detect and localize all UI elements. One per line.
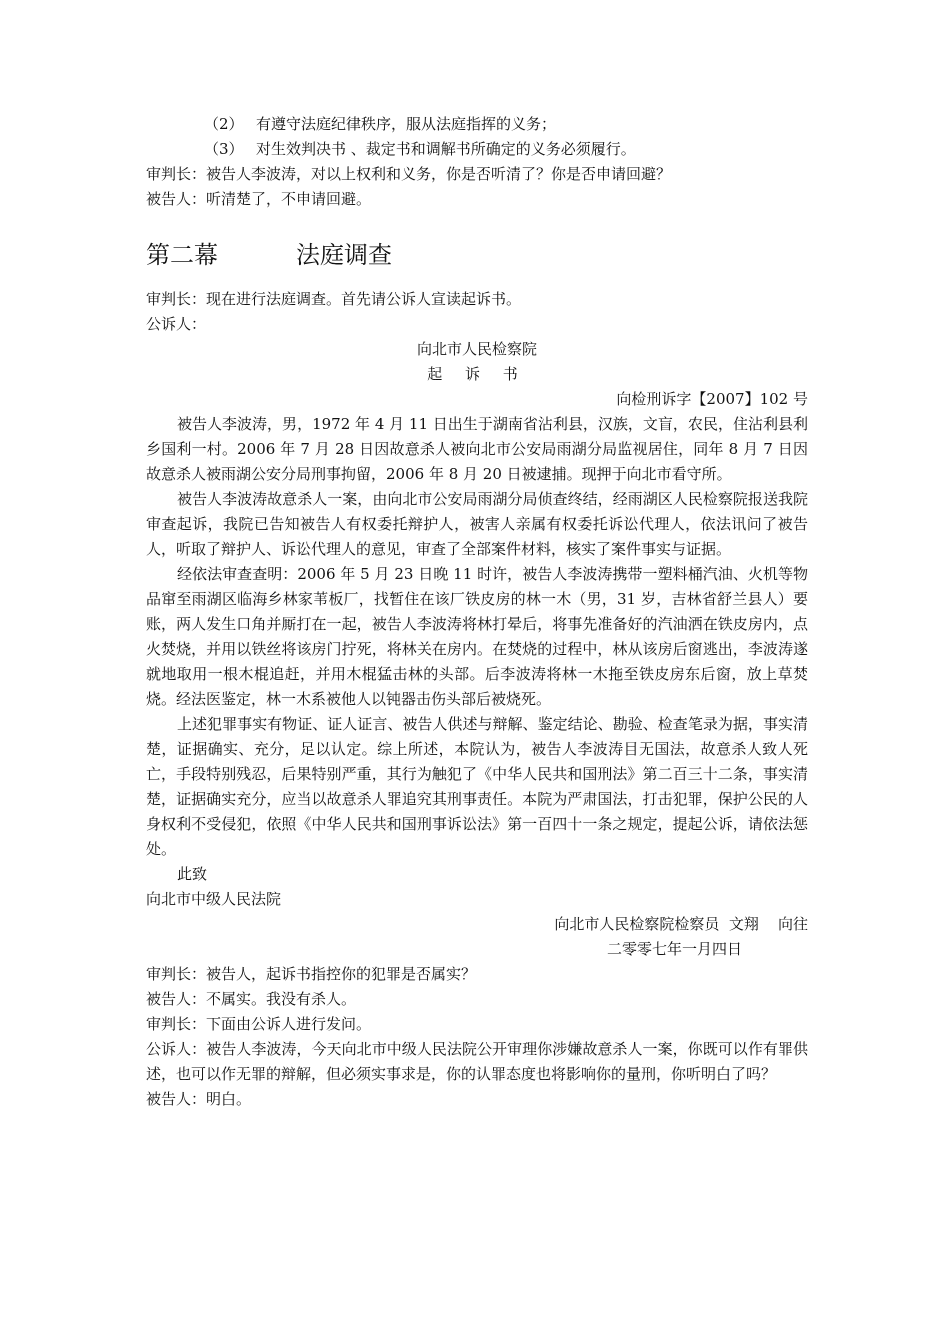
indictment-paragraph: 经依法审查查明：2006 年 5 月 23 日晚 11 时许，被告人李波涛携带一塑料桶汽油、火机等物品窜至雨湖区临海乡林家苇板厂，找暂住在该厂铁皮房的林一木（男，31 岁，吉林省舒兰县人）要账，两人发生口角并厮打在一起，被告人李波涛将林打晕后，将事先准备好的汽油洒在铁皮房内，点火焚烧，并用以铁丝将该房门拧死，将林关在房内。在焚烧的过程中，林从该房后窗逃出，李波涛遂就地取用一根木棍追赶，并用木棍猛击林的头部。后李波涛将林一木拖至铁皮房东后窗，放上草焚烧。经法医鉴定，林一木系被他人以钝器击伤头部后被烧死。 bbox=[146, 565, 808, 708]
rights-list-item bbox=[146, 112, 808, 137]
rights-list-item bbox=[146, 137, 808, 162]
dialog-line: 被告人：听清楚了，不申请回避。 bbox=[146, 190, 372, 208]
document-page bbox=[146, 112, 808, 1112]
heading-act: 第二幕 bbox=[146, 241, 218, 269]
dialog-line: 审判长：下面由公诉人进行发问。 bbox=[146, 1015, 372, 1033]
indictment-date: 二零零七年一月四日 bbox=[606, 940, 742, 958]
indictment-recipient: 向北市中级人民法院 bbox=[146, 890, 282, 908]
indictment-signature: 向北市人民检察院检察员 文翔 向往 bbox=[554, 915, 808, 933]
indictment-paragraph: 被告人李波涛故意杀人一案，由向北市公安局雨湖分局侦查终结，经雨湖区人民检察院报送我院审查起诉，我院已告知被告人有权委托辩护人，被害人亲属有权委托诉讼代理人，依法讯问了被告人，听取了辩护人、诉讼代理人的意见，审查了全部案件材料，核实了案件事实与证据。 bbox=[146, 490, 808, 558]
list-number: （3） bbox=[204, 140, 244, 158]
dialog-line: 审判长：被告人李波涛，对以上权利和义务，你是否听清了？你是否申请回避？ bbox=[146, 165, 672, 183]
dialog-line: 审判长：现在进行法庭调查。首先请公诉人宣读起诉书。 bbox=[146, 290, 522, 308]
section-heading bbox=[146, 238, 808, 272]
indictment-org: 向北市人民检察院 bbox=[416, 340, 537, 358]
list-number: （2） bbox=[204, 115, 244, 133]
indictment-title: 起 诉 书 bbox=[427, 365, 527, 383]
list-text: 有遵守法庭纪律秩序，服从法庭指挥的义务； bbox=[256, 115, 557, 133]
dialog-line: 公诉人： bbox=[146, 315, 207, 333]
indictment-paragraph: 被告人李波涛，男，1972 年 4 月 11 日出生于湖南省沾利县，汉族，文盲，农民，住沾利县利乡国利一村。2006 年 7 月 28 日因故意杀人被向北市公安局雨湖分局监视居住，同年 8 月 7 日因故意杀人被雨湖公安分局刑事拘留，2006 年 8 月 20 日被逮捕。现押于向北市看守所。 bbox=[146, 415, 808, 483]
heading-title: 法庭调查 bbox=[296, 241, 392, 269]
indictment-number: 向检刑诉字【2007】102 号 bbox=[616, 390, 808, 408]
indictment-paragraph: 上述犯罪事实有物证、证人证言、被告人供述与辩解、鉴定结论、勘验、检查笔录为据，事实清楚，证据确实、充分，足以认定。综上所述，本院认为，被告人李波涛目无国法，故意杀人致人死亡，手段特别残忍，后果特别严重，其行为触犯了《中华人民共和国刑法》第二百三十二条，事实清楚，证据确实充分，应当以故意杀人罪追究其刑事责任。本院为严肃国法，打击犯罪，保护公民的人身权利不受侵犯，依照《中华人民共和国刑事诉讼法》第一百四十一条之规定，提起公诉，请依法惩处。 bbox=[146, 715, 808, 858]
dialog-line: 被告人：不属实。我没有杀人。 bbox=[146, 990, 357, 1008]
dialog-line: 公诉人：被告人李波涛，今天向北市中级人民法院公开审理你涉嫌故意杀人一案，你既可以作有罪供述，也可以作无罪的辩解，但必须实事求是，你的认罪态度也将影响你的量刑，你听明白了吗？ bbox=[146, 1040, 808, 1083]
list-text: 对生效判决书 、裁定书和调解书所确定的义务必须履行。 bbox=[256, 140, 636, 158]
indictment-closing: 此致 bbox=[177, 865, 208, 883]
dialog-line: 审判长：被告人，起诉书指控你的犯罪是否属实？ bbox=[146, 965, 477, 983]
dialog-line: 被告人：明白。 bbox=[146, 1090, 252, 1108]
